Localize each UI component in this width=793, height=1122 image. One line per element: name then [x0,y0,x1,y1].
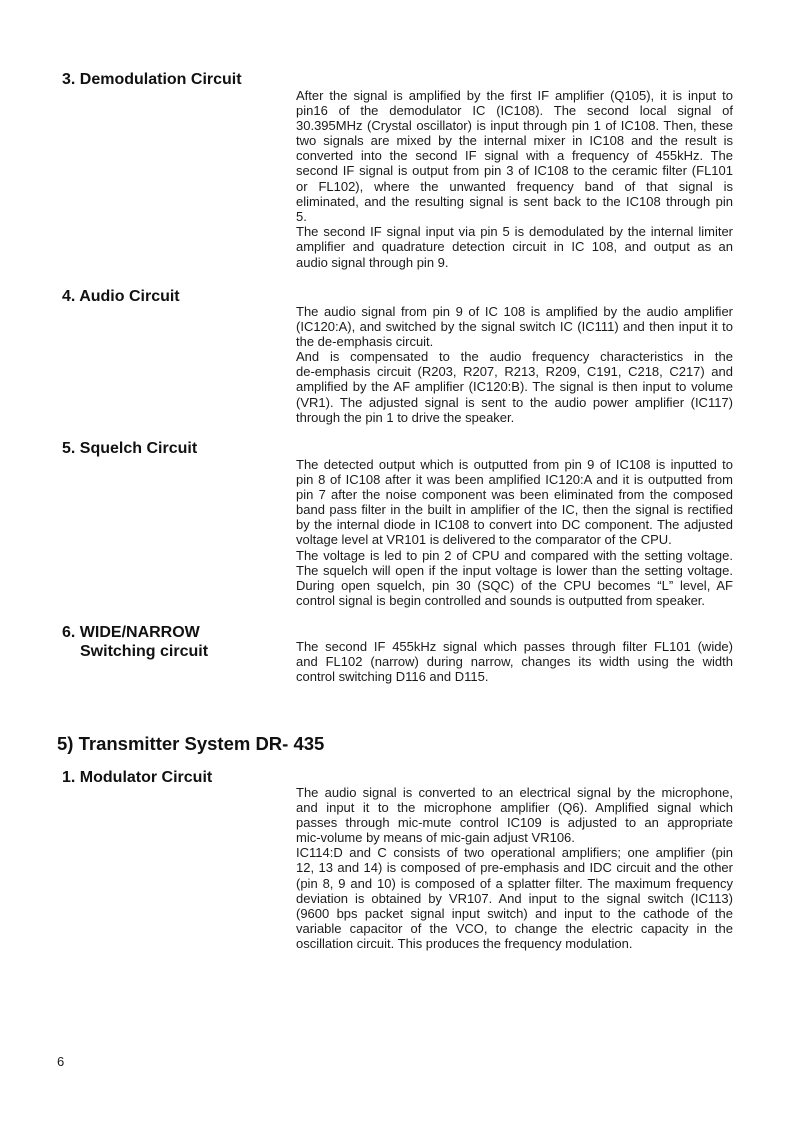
text-line: control switching D116 and D115. [296,668,489,684]
text-line: The voltage is led to pin 2 of CPU and compared with the setting voltage. [296,547,733,563]
text-line: The audio signal is converted to an electrical signal by the microphone, [296,784,733,800]
text-line: IC114:D and C consists of two operational amplifiers; one amplifier (pin [296,845,733,861]
text-line: 30.395MHz (Crystal oscillator) is input through pin 1 of IC108. Then, these [296,117,733,133]
text-line: audio signal through pin 9. [296,254,449,270]
text-line: or FL102), where the unwanted frequency band of that signal is [296,178,733,194]
text-line: deviation is obtained by VR107. And input to the signal switch (IC113) [296,890,733,906]
text-line: passes through mic-mute control IC109 is adjusted to an appropriate [296,814,733,830]
heading-wide-narrow: 6. WIDE/NARROW [62,624,200,641]
modulator-body [296,785,733,952]
heading-audio-circuit: 4. Audio Circuit [62,288,180,305]
text-line: (IC120:A), and switched by the signal switch IC (IC111) and then input it to [296,318,733,334]
heading-switching-circuit: Switching circuit [80,643,209,660]
heading-demodulation-circuit: 3. Demodulation Circuit [62,71,242,88]
demodulation-body [296,88,733,270]
heading-squelch-circuit: 5. Squelch Circuit [62,440,198,457]
text-line: and input it to the microphone amplifier (Q6). Amplified signal which [296,799,733,815]
text-line: pin16 of the demodulator IC (IC108). The second local signal of [296,102,733,118]
text-line: After the signal is amplified by the first IF amplifier (Q105), it is input to [296,87,733,103]
text-line: amplifier and quadrature detection circuit in IC 108, and output as an [296,239,733,255]
text-line: variable capacitor of the VCO, to change the electric capacity in the [296,921,733,937]
text-line: The detected output which is outputted from pin 9 of IC108 is inputted to [296,456,733,472]
text-line: de-emphasis circuit (R203, R207, R213, R209, C191, C218, C217) and [296,364,733,380]
text-line: The squelch will open if the input voltage is lower than the setting voltage. [296,562,733,578]
text-line: pin 8 of IC108 after it was been amplified IC120:A and it is outputted from [296,471,733,487]
text-line: During open squelch, pin 30 (SQC) of the CPU becomes “L” level, AF [296,578,733,593]
squelch-body [296,457,733,609]
text-line: second IF signal is output from pin 3 of IC108 to the ceramic filter (FL101 [296,163,733,179]
text-line: amplified by the AF amplifier (IC120:B). The signal is then input to volume [296,379,733,395]
text-line: (pin 8, 9 and 10) is composed of a splatter filter. The maximum frequency [296,875,733,891]
text-line: by the internal diode in IC108 to convert into DC component. The adjusted [296,517,733,533]
text-line: voltage level at VR101 is delivered to the comparator of the CPU. [296,532,672,548]
text-line: (VR1). The adjusted signal is sent to the audio power amplifier (IC117) [296,394,733,410]
page-number: 6 [57,1054,65,1069]
heading-transmitter-system: 5) Transmitter System DR- 435 [57,733,325,754]
text-line: The second IF 455kHz signal which passes through filter FL101 (wide) [296,638,733,654]
text-line: the de-emphasis circuit. [296,333,434,349]
text-line: And is compensated to the audio frequency characteristics in the [296,349,733,365]
text-line: (9600 bps packet signal input switch) and input to the cathode of the [296,906,733,921]
text-line: band pass filter in the built in amplifier of the IC, then the signal is rectified [296,502,733,518]
text-line: 12, 13 and 14) is composed of pre-emphasis and IDC circuit and the other [296,860,733,876]
text-line: 5. [296,209,307,224]
text-line: pin 7 after the noise component was been eliminated from the composed [296,486,733,502]
text-line: and FL102 (narrow) during narrow, changes its width using the width [296,653,733,669]
text-line: converted into the second IF signal with a frequency of 455kHz. The [296,148,733,164]
text-line: mic-volume by means of mic-gain adjust VR106. [296,830,575,846]
text-line: The audio signal from pin 9 of IC 108 is amplified by the audio amplifier [296,303,733,319]
text-line: eliminated, and the resulting signal is sent back to the IC108 through pin [296,193,733,209]
text-line: The second IF signal input via pin 5 is demodulated by the internal limiter [296,224,733,240]
text-line: oscillation circuit. This produces the frequency modulation. [296,936,633,952]
heading-modulator-circuit: 1. Modulator Circuit [62,769,213,786]
audio-body [296,304,733,426]
text-line: two signals are mixed by the internal mixer in IC108 and the result is [296,133,733,149]
text-line: through the pin 1 to drive the speaker. [296,409,515,425]
wide-narrow-body [296,639,733,685]
text-line: control signal is begin controlled and sounds is outputted from speaker. [296,593,706,609]
